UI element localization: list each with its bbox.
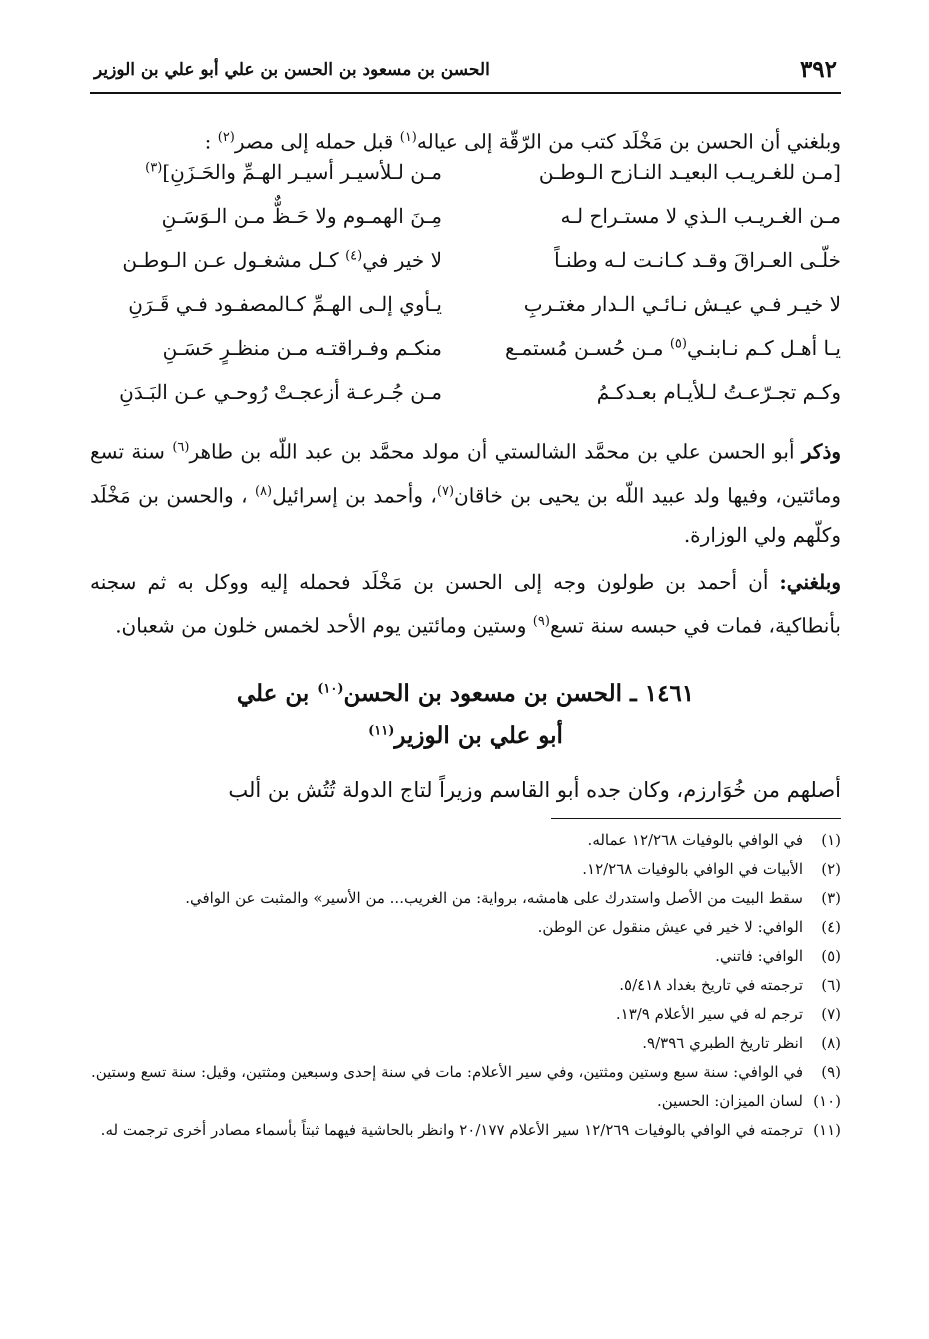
- entry-title: بن علي: [236, 680, 310, 707]
- verse-second-hemistich: [90, 160, 442, 184]
- paragraph-text: أصلهم من خُوَارزم، وكان جده أبو القاسم وزيراً لتاج الدولة تُتُش بن ألب: [228, 778, 841, 802]
- footnote-number: (٩): [821, 1063, 841, 1081]
- paragraph-text: أبو الحسن علي بن محمَّد الشالستي أن مولد محمَّد بن عبد اللّه بن طاهر: [189, 439, 795, 464]
- footnote-number: (٣): [821, 889, 841, 907]
- entry-title-line-1: [90, 680, 841, 707]
- footnote: [90, 942, 841, 971]
- footnote-text: ترجمته في تاريخ بغداد ٥/٤١٨.: [619, 976, 803, 994]
- birth-paragraph: [90, 428, 841, 555]
- footnote: [90, 826, 841, 855]
- verse-text: مـن لـلأسيـر أسيـر الهـمِّ والحَـزَنِ]: [162, 160, 442, 184]
- page-number: ٣٩٢: [799, 56, 837, 83]
- verse-first-hemistich: [489, 336, 841, 360]
- footnote-number: (١٠): [813, 1092, 841, 1110]
- verse-text: لا خير في: [362, 248, 442, 272]
- footnote-ref: (٧): [436, 483, 455, 499]
- entry-title: أبو علي بن الوزير: [394, 722, 563, 749]
- verse-line: [90, 380, 841, 424]
- verse-line: [90, 204, 841, 248]
- footnote: [90, 884, 841, 913]
- poem: [90, 160, 841, 424]
- death-paragraph: [90, 562, 841, 646]
- intro-paragraph: [90, 118, 841, 162]
- verse-second-hemistich: مِـنَ الهمـوم ولا حَـظٌّ مـن الـوَسَـنِ: [161, 204, 442, 228]
- verse-first-hemistich: خلّـى العـراقَ وقـد كـانـت لـه وطنـاً: [554, 248, 841, 272]
- intro-text: وبلغني أن الحسن بن مَخْلَد كتب من الرّقّة إلى عياله: [416, 129, 841, 154]
- entry-paragraph: [90, 770, 841, 810]
- verse-first-hemistich: لا خيـر فـي عيـش نـائـي الـدار مغتـربِ: [523, 292, 841, 316]
- footnote-text: سقط البيت من الأصل واستدرك على هامشه، برواية: من الغريب... من الأسير» والمثبت عن الوافي.: [185, 889, 803, 907]
- footnote: [90, 913, 841, 942]
- verse-second-hemistich: [90, 248, 442, 272]
- footnote-number: (٥): [821, 947, 841, 965]
- verse-first-hemistich: مـن الغـريـب الـذي لا مستـراح لـه: [560, 204, 841, 228]
- footnote-text: الوافي: لا خير في عيش منقول عن الوطن.: [537, 918, 803, 936]
- footnote: [90, 1116, 841, 1145]
- footnote-number: (٤): [821, 918, 841, 936]
- footnote-ref: (٥): [669, 336, 687, 352]
- footnote-ref: (٢): [217, 130, 235, 145]
- verse-line: [90, 336, 841, 380]
- page-header: [90, 52, 841, 88]
- footnote: [90, 1029, 841, 1058]
- verse-text: يـا أهـل كـم نـابنـي: [686, 336, 841, 360]
- footnote-ref: (١١): [368, 723, 395, 739]
- footnote-ref: (٨): [254, 483, 273, 499]
- paragraph-text: سنة تسع ومائتين، وفيها ولد عبيد اللّه بن يحيى بن خاقان: [90, 439, 842, 508]
- verse-line: [90, 292, 841, 336]
- footnote-ref: (٤): [345, 248, 363, 264]
- footnote-ref: (٩): [532, 614, 550, 629]
- paragraph-lead: وبلغني:: [779, 570, 841, 594]
- footnote-number: (٢): [821, 860, 841, 878]
- running-title: الحسن بن مسعود بن الحسن بن علي أبو علي بن الوزير: [94, 60, 490, 80]
- footnote-text: في الوافي: سنة سبع وستين ومثتين، وفي سير الأعلام: مات في سنة إحدى وسبعين ومثتين، وقيل: سنة تسع وستين.: [90, 1063, 803, 1081]
- verse-text: كـل مشغـول عـن الـوطـن: [122, 248, 339, 272]
- verse-text: مـن حُسـن مُستمـع: [504, 336, 664, 360]
- footnote-text: في الوافي بالوفيات ١٢/٢٦٨ عماله.: [587, 831, 803, 849]
- footnote: [90, 1000, 841, 1029]
- footnote-ref: (١): [399, 130, 417, 145]
- footnote: [90, 1087, 841, 1116]
- footnote-ref: (١٠): [317, 681, 344, 697]
- entry-title-line-2: [90, 722, 841, 749]
- footnote-number: (١١): [813, 1121, 841, 1139]
- footnote: [90, 1058, 841, 1087]
- verse-second-hemistich: منكـم وفـراقتـه مـن منظـرٍ حَسَـنِ: [162, 336, 442, 360]
- book-page: [90, 0, 841, 1339]
- intro-text: قبل حمله إلى مصر: [234, 129, 394, 154]
- footnote-ref: (٦): [172, 440, 190, 455]
- footnote-number: (١): [821, 831, 841, 849]
- paragraph-text: ، وأحمد بن إسرائيل: [272, 483, 437, 508]
- entry-title: ١٤٦١ ـ الحسن بن مسعود بن الحسن: [343, 680, 695, 707]
- verse-second-hemistich: مـن جُـرعـة أزعجـتْ رُوحـي عـن البَـدَنِ: [119, 380, 442, 404]
- footnote-number: (٨): [821, 1034, 841, 1052]
- footnote-number: (٧): [821, 1005, 841, 1023]
- footnote-text: الأبيات في الوافي بالوفيات ١٢/٢٦٨.: [582, 860, 803, 878]
- footnote-text: لسان الميزان: الحسين.: [656, 1092, 803, 1110]
- paragraph-lead: وذكر: [801, 439, 842, 464]
- footnote-text: الوافي: فاتني.: [715, 947, 803, 965]
- intro-colon: :: [204, 129, 212, 154]
- footnote: [90, 855, 841, 884]
- verse-line: [90, 160, 841, 204]
- verse-first-hemistich: [مـن للغـريـب البعيـد النـازح الـوطـن: [538, 160, 841, 184]
- paragraph-text: ، والحسن بن مَخْلَد وكلّهم ولي الوزارة.: [90, 483, 841, 548]
- footnote-text: ترجمته في الوافي بالوفيات ١٢/٢٦٩ سير الأعلام ٢٠/١٧٧ وانظر بالحاشية فيهما ثبتاً بأسماء مصادر أخرى ترجمت له.: [100, 1121, 803, 1139]
- verse-second-hemistich: يـأوي إلـى الهـمِّ كـالمصفـود فـي قَـرَنِ: [128, 292, 442, 316]
- footnote-ref: (٣): [145, 160, 163, 176]
- paragraph-text: وستين ومائتين يوم الأحد لخمس خلون من شعبان.: [115, 613, 527, 638]
- header-rule: [90, 92, 841, 94]
- footnote-rule: [551, 818, 841, 819]
- footnote-text: ترجم له في سير الأعلام ١٣/٩.: [615, 1005, 803, 1023]
- footnote-text: انظر تاريخ الطبري ٩/٣٩٦.: [642, 1034, 803, 1052]
- footnote-number: (٦): [821, 976, 841, 994]
- verse-first-hemistich: وكـم تجـرّعـتُ لـلأيـام بعـدكـمُ: [596, 380, 841, 404]
- paragraph-text: أن أحمد بن طولون وجه إلى الحسن بن مَخْلَد فحمله إليه ووكل به ثم سجنه بأنطاكية، فمات في حبسه سنة تسع: [90, 570, 841, 638]
- verse-line: [90, 248, 841, 292]
- footnotes: [90, 826, 841, 1145]
- footnote: [90, 971, 841, 1000]
